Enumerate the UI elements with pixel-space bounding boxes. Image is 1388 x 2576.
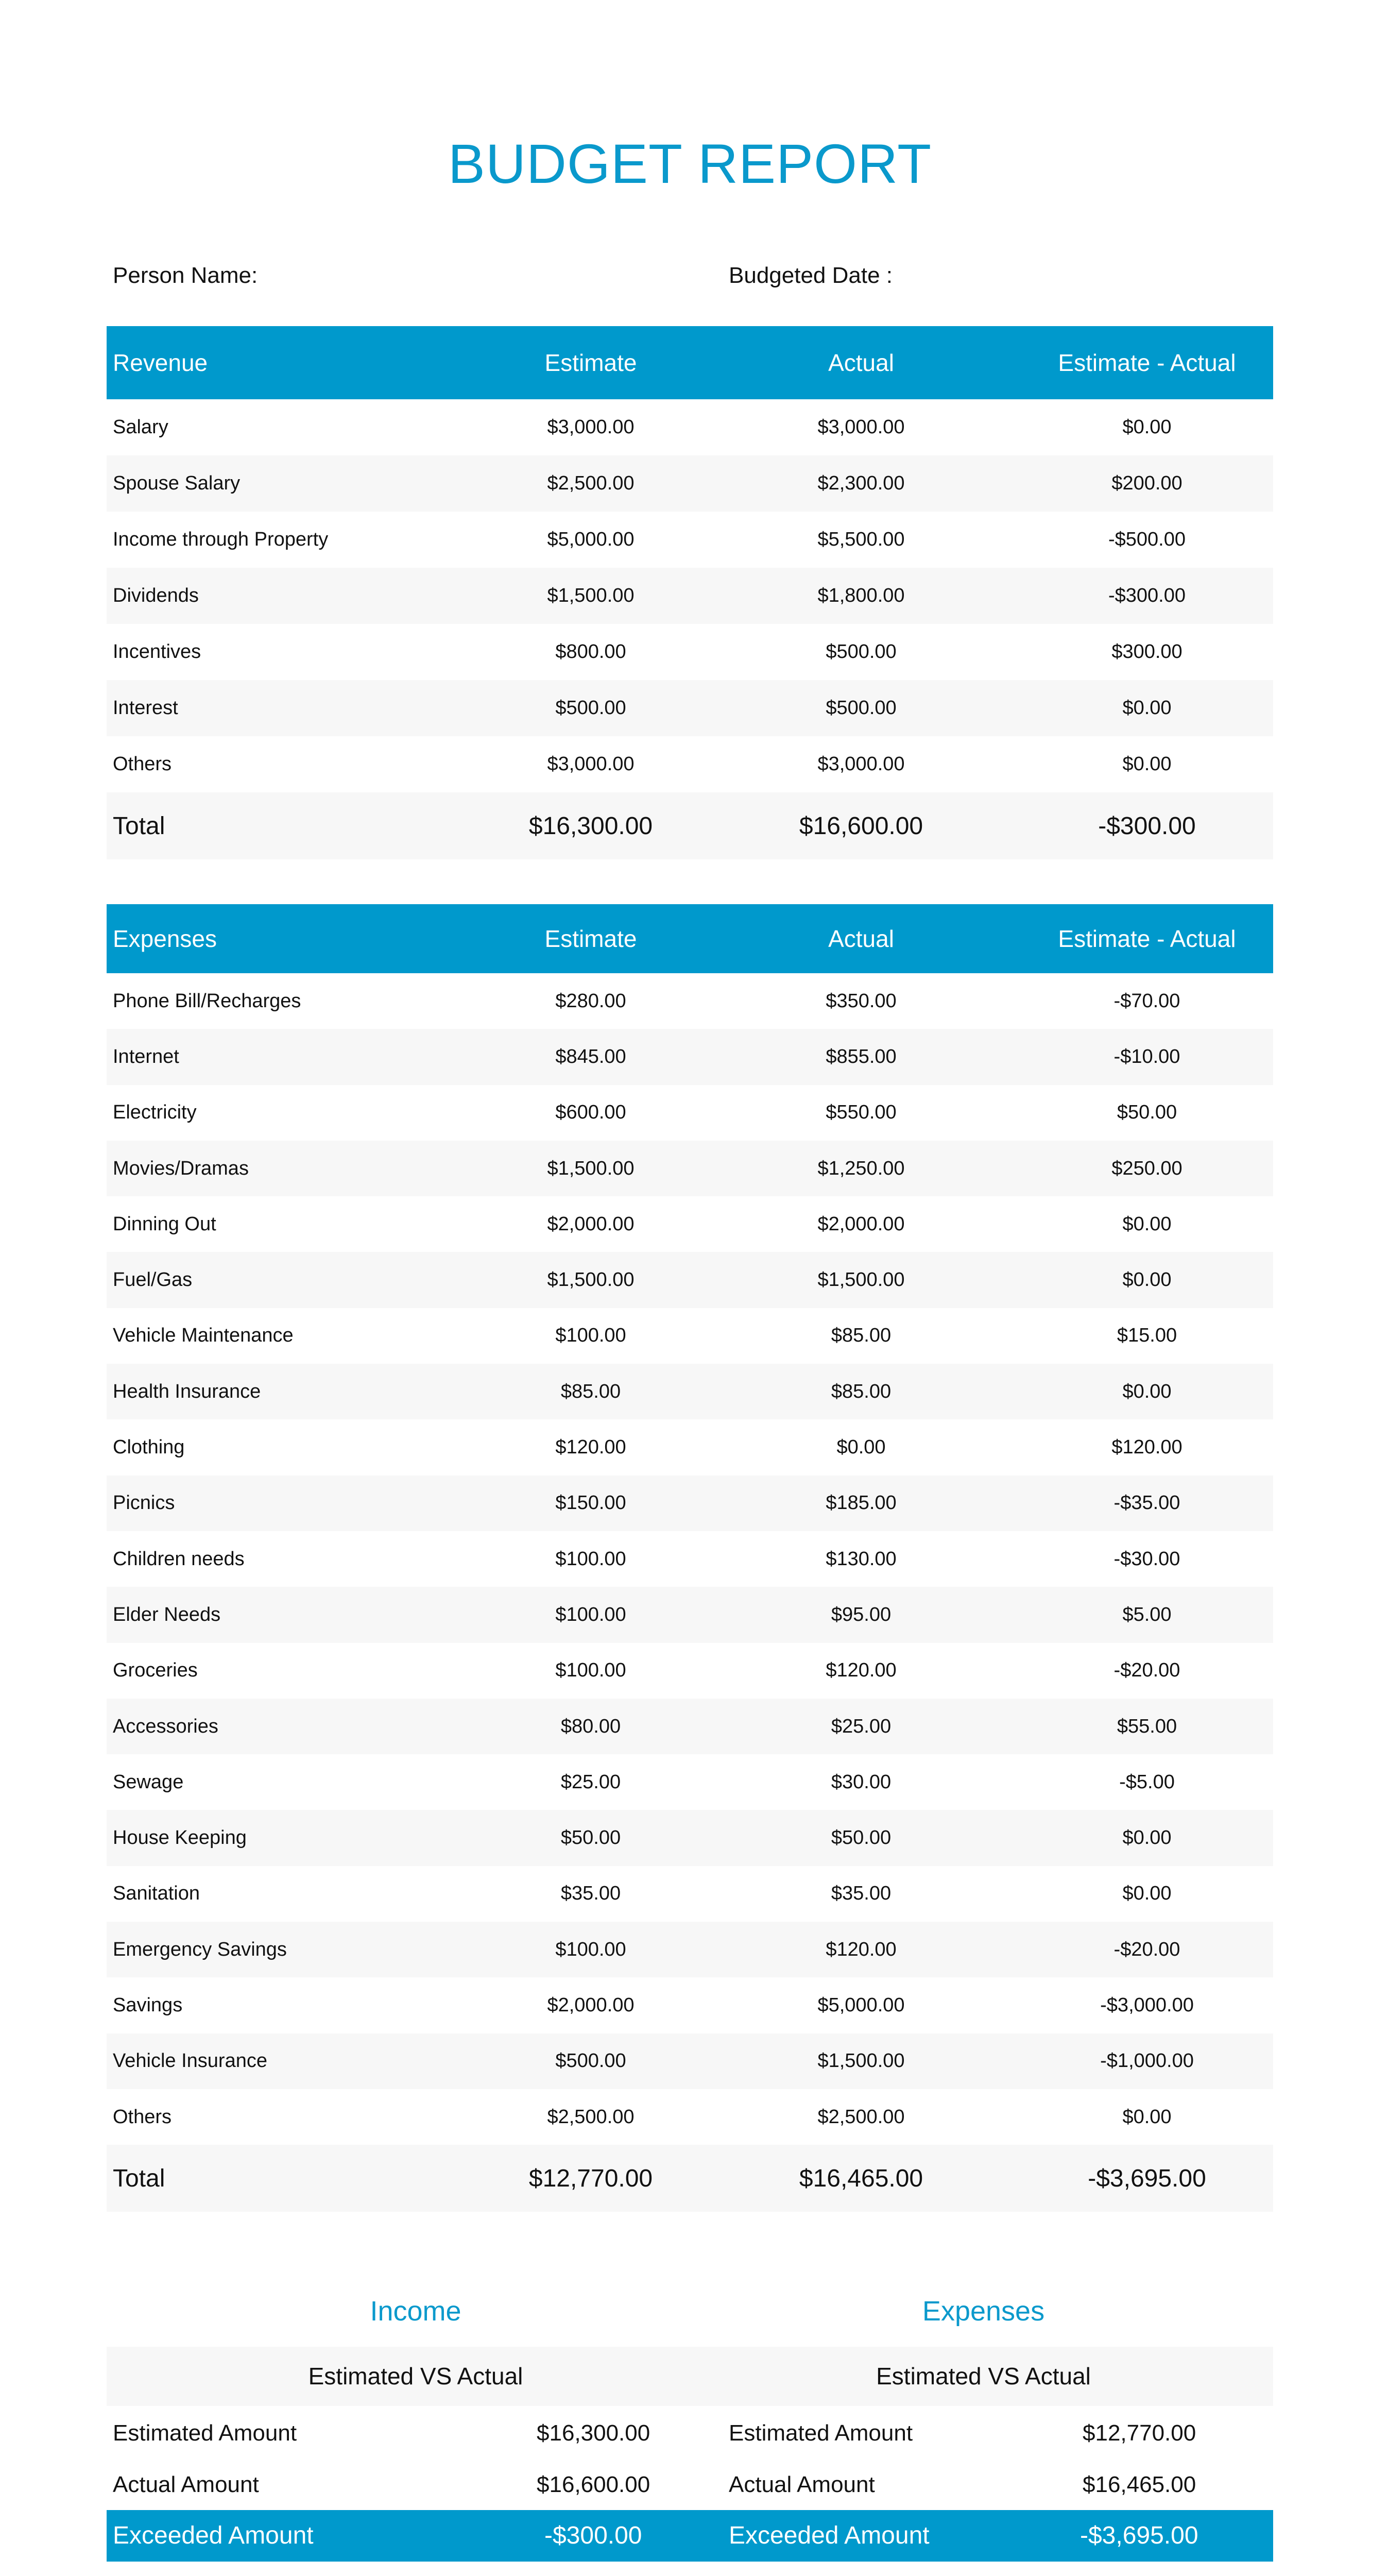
row-actual: $2,500.00 (817, 2106, 905, 2128)
table-row (107, 1364, 1273, 1419)
row-estimate: $150.00 (555, 1492, 626, 1514)
row-difference: $5.00 (1122, 1603, 1172, 1625)
row-actual: $1,500.00 (817, 1269, 905, 1291)
row-label: Picnics (113, 1492, 175, 1514)
table-row (107, 1141, 1273, 1196)
row-estimate: $1,500.00 (547, 1269, 635, 1291)
row-difference: -$300.00 (1108, 585, 1186, 606)
row-actual: $1,800.00 (817, 585, 905, 606)
report-title: BUDGET REPORT (448, 132, 932, 195)
row-label: Clothing (113, 1436, 185, 1459)
row-difference: $15.00 (1117, 1325, 1177, 1347)
header-actual: Actual (828, 925, 894, 952)
row-estimate: $80.00 (560, 1715, 621, 1737)
row-estimate: $3,000.00 (547, 753, 635, 775)
row-actual: $2,000.00 (817, 1213, 905, 1235)
row-label: Spouse Salary (113, 472, 241, 494)
row-actual: $500.00 (826, 641, 897, 663)
revenue-table (107, 326, 1273, 859)
row-actual: $50.00 (831, 1827, 892, 1849)
row-estimate: $1,500.00 (547, 585, 635, 606)
expenses-estimated-value: $12,770.00 (1083, 2420, 1196, 2446)
header-estimate: Estimate (544, 349, 637, 376)
row-actual: $500.00 (826, 697, 897, 719)
row-estimate: $100.00 (555, 1938, 626, 1960)
row-difference: -$70.00 (1113, 990, 1180, 1012)
row-estimate: $845.00 (555, 1045, 626, 1067)
row-estimate: $100.00 (555, 1548, 626, 1570)
row-difference: $50.00 (1117, 1101, 1177, 1124)
table-row (107, 1476, 1273, 1531)
row-label: Income through Property (113, 529, 329, 550)
row-label: Phone Bill/Recharges (113, 990, 301, 1012)
total-label: Total (113, 2164, 165, 2192)
row-estimate: $85.00 (560, 1380, 621, 1402)
expenses-exceeded-value: -$3,695.00 (1080, 2522, 1198, 2549)
row-difference: -$3,000.00 (1100, 1994, 1194, 2016)
row-estimate: $100.00 (555, 1325, 626, 1347)
table-row (107, 624, 1273, 680)
income-actual-value: $16,600.00 (537, 2472, 650, 2497)
header-difference: Estimate - Actual (1058, 925, 1236, 952)
row-estimate: $2,000.00 (547, 1994, 635, 2016)
row-actual: $0.00 (836, 1436, 886, 1459)
row-actual: $5,000.00 (817, 1994, 905, 2016)
table-row (107, 1922, 1273, 1977)
table-row (107, 680, 1273, 736)
table-row (107, 1977, 1273, 2033)
row-estimate: $2,500.00 (547, 472, 635, 494)
row-label: Elder Needs (113, 1603, 221, 1625)
row-difference: -$30.00 (1113, 1548, 1180, 1570)
row-estimate: $50.00 (560, 1827, 621, 1849)
row-label: Vehicle Maintenance (113, 1325, 294, 1347)
row-label: Interest (113, 697, 178, 719)
row-label: Fuel/Gas (113, 1269, 193, 1291)
total-estimate: $12,770.00 (528, 2164, 653, 2192)
expenses-actual-value: $16,465.00 (1083, 2472, 1196, 2497)
table-row (107, 1029, 1273, 1084)
row-label: Dividends (113, 585, 199, 606)
row-difference: -$5.00 (1119, 1771, 1175, 1793)
row-estimate: $1,500.00 (547, 1157, 635, 1179)
income-summary-title: Income (370, 2296, 461, 2327)
row-estimate: $25.00 (560, 1771, 621, 1793)
row-difference: $0.00 (1122, 2106, 1172, 2128)
row-label: Health Insurance (113, 1380, 261, 1402)
expenses-summary-subtitle: Estimated VS Actual (876, 2363, 1091, 2389)
row-estimate: $280.00 (555, 990, 626, 1012)
income-summary-subtitle: Estimated VS Actual (308, 2363, 523, 2389)
row-label: Electricity (113, 1101, 197, 1124)
row-actual: $3,000.00 (817, 416, 905, 438)
row-label: Incentives (113, 641, 201, 663)
income-estimated-label: Estimated Amount (113, 2420, 297, 2446)
row-difference: -$20.00 (1113, 1938, 1180, 1960)
row-label: Movies/Dramas (113, 1157, 249, 1179)
row-estimate: $600.00 (555, 1101, 626, 1124)
row-difference: $0.00 (1122, 753, 1172, 775)
row-estimate: $100.00 (555, 1659, 626, 1682)
row-difference: $55.00 (1117, 1715, 1177, 1737)
income-estimated-value: $16,300.00 (537, 2420, 650, 2446)
row-difference: $0.00 (1122, 697, 1172, 719)
expenses-header-row (107, 904, 1273, 973)
row-label: Savings (113, 1994, 183, 2016)
summary-exceeded-row (107, 2510, 1273, 2562)
row-actual: $1,500.00 (817, 2050, 905, 2072)
total-actual: $16,600.00 (799, 812, 923, 840)
table-row (107, 1196, 1273, 1252)
budgeted-date-label: Budgeted Date : (729, 263, 893, 288)
row-estimate: $2,500.00 (547, 2106, 635, 2128)
row-actual: $25.00 (831, 1715, 892, 1737)
row-difference: -$1,000.00 (1100, 2050, 1194, 2072)
expenses-table (107, 904, 1273, 2212)
header-estimate: Estimate (544, 925, 637, 952)
row-label: Dinning Out (113, 1213, 216, 1235)
row-actual: $30.00 (831, 1771, 892, 1793)
row-actual: $5,500.00 (817, 529, 905, 550)
expenses-estimated-label: Estimated Amount (729, 2420, 913, 2446)
table-row (107, 1643, 1273, 1699)
person-name-label: Person Name: (113, 263, 258, 288)
row-estimate: $500.00 (555, 697, 626, 719)
table-row (107, 2033, 1273, 2089)
row-difference: -$20.00 (1113, 1659, 1180, 1682)
row-actual: $855.00 (826, 1045, 897, 1067)
table-row (107, 568, 1273, 624)
row-actual: $35.00 (831, 1883, 892, 1905)
row-actual: $95.00 (831, 1603, 892, 1625)
total-row (107, 2145, 1273, 2212)
table-row (107, 973, 1273, 1029)
table-row (107, 1810, 1273, 1866)
row-actual: $120.00 (826, 1938, 897, 1960)
total-row (107, 792, 1273, 859)
row-actual: $85.00 (831, 1325, 892, 1347)
row-label: Groceries (113, 1659, 198, 1682)
row-difference: $0.00 (1122, 1380, 1172, 1402)
total-difference: -$3,695.00 (1088, 2164, 1206, 2192)
row-actual: $120.00 (826, 1659, 897, 1682)
table-row (107, 1308, 1273, 1364)
row-estimate: $35.00 (560, 1883, 621, 1905)
row-label: Sewage (113, 1771, 184, 1793)
summary-subtitle-row (107, 2347, 1273, 2406)
row-label: Vehicle Insurance (113, 2050, 267, 2072)
row-actual: $550.00 (826, 1101, 897, 1124)
row-estimate: $2,000.00 (547, 1213, 635, 1235)
row-estimate: $500.00 (555, 2050, 626, 2072)
table-row (107, 1531, 1273, 1587)
row-difference: $0.00 (1122, 1827, 1172, 1849)
table-row (107, 1754, 1273, 1810)
row-difference: $0.00 (1122, 1269, 1172, 1291)
row-label: Others (113, 2106, 172, 2128)
header-expenses: Expenses (113, 925, 217, 952)
row-difference: -$500.00 (1108, 529, 1186, 550)
row-difference: $0.00 (1122, 1883, 1172, 1905)
table-row (107, 1866, 1273, 1922)
total-difference: -$300.00 (1098, 812, 1196, 840)
row-actual: $1,250.00 (817, 1157, 905, 1179)
row-actual: $185.00 (826, 1492, 897, 1514)
table-row (107, 1699, 1273, 1754)
summary-estimated-row (107, 2408, 1273, 2459)
income-exceeded-label: Exceeded Amount (113, 2522, 314, 2549)
summary-actual-row (107, 2459, 1273, 2511)
row-difference: $250.00 (1111, 1157, 1183, 1179)
row-label: Internet (113, 1045, 179, 1067)
row-difference: -$10.00 (1113, 1045, 1180, 1067)
row-label: House Keeping (113, 1827, 247, 1849)
row-label: Children needs (113, 1548, 245, 1570)
row-estimate: $3,000.00 (547, 416, 635, 438)
row-estimate: $800.00 (555, 641, 626, 663)
row-difference: $120.00 (1111, 1436, 1183, 1459)
row-label: Emergency Savings (113, 1938, 287, 1960)
row-actual: $3,000.00 (817, 753, 905, 775)
revenue-header-row (107, 326, 1273, 399)
expenses-exceeded-label: Exceeded Amount (729, 2522, 930, 2549)
table-row (107, 1085, 1273, 1141)
table-row (107, 1587, 1273, 1642)
row-difference: -$35.00 (1113, 1492, 1180, 1514)
row-difference: $0.00 (1122, 416, 1172, 438)
table-row (107, 512, 1273, 568)
row-difference: $0.00 (1122, 1213, 1172, 1235)
row-estimate: $120.00 (555, 1436, 626, 1459)
row-actual: $350.00 (826, 990, 897, 1012)
table-row (107, 455, 1273, 512)
row-estimate: $5,000.00 (547, 529, 635, 550)
header-revenue: Revenue (113, 349, 208, 376)
table-row (107, 736, 1273, 792)
row-label: Salary (113, 416, 168, 438)
income-actual-label: Actual Amount (113, 2472, 259, 2497)
row-estimate: $100.00 (555, 1603, 626, 1625)
header-difference: Estimate - Actual (1058, 349, 1236, 376)
row-actual: $130.00 (826, 1548, 897, 1570)
table-row (107, 399, 1273, 455)
expenses-actual-label: Actual Amount (729, 2472, 875, 2497)
total-actual: $16,465.00 (799, 2164, 923, 2192)
row-difference: $200.00 (1111, 472, 1183, 494)
income-exceeded-value: -$300.00 (544, 2522, 642, 2549)
table-row (107, 1419, 1273, 1475)
row-actual: $2,300.00 (817, 472, 905, 494)
row-label: Others (113, 753, 172, 775)
header-actual: Actual (828, 349, 894, 376)
row-label: Sanitation (113, 1883, 200, 1905)
expenses-summary-title: Expenses (922, 2296, 1045, 2327)
row-label: Accessories (113, 1715, 218, 1737)
table-row (107, 1252, 1273, 1308)
row-difference: $300.00 (1111, 641, 1183, 663)
total-estimate: $16,300.00 (528, 812, 653, 840)
row-actual: $85.00 (831, 1380, 892, 1402)
total-label: Total (113, 812, 165, 840)
table-row (107, 2089, 1273, 2145)
